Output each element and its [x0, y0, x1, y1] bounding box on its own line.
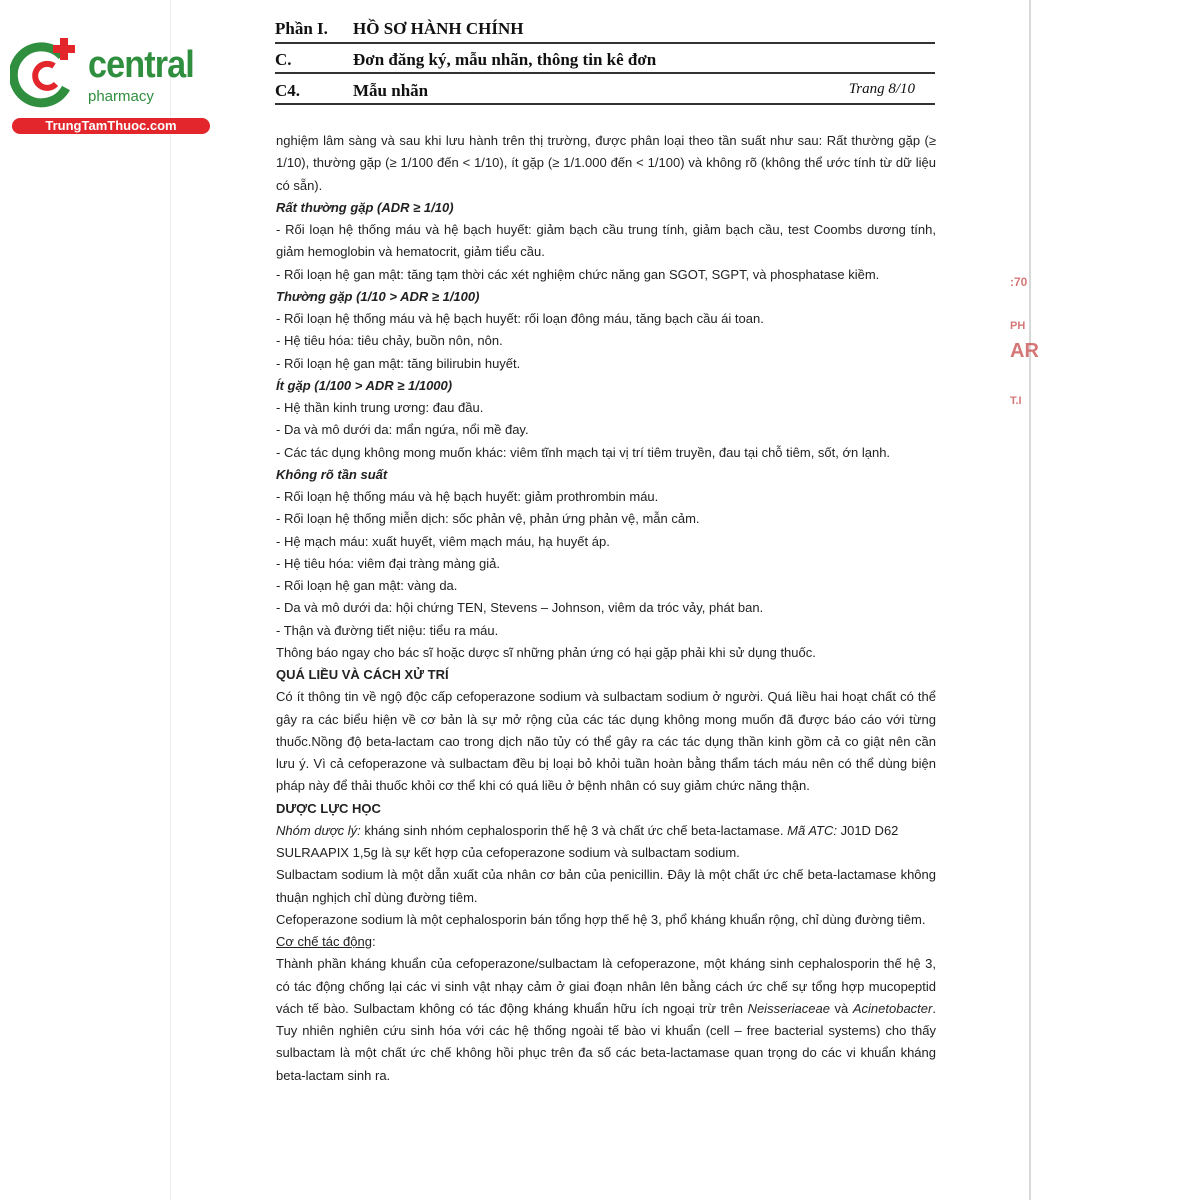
stamp-fragment: PH	[1010, 320, 1026, 332]
paragraph	[276, 686, 936, 797]
text-segment: Cefoperazone sodium là một cephalosporin bán tổng hợp thế hệ 3, phổ kháng khuẩn rộng, chỉ dùng đường tiêm.	[276, 911, 926, 927]
section-heading	[276, 664, 936, 686]
text-segment: . Tuy nhiên nghiên cứu sinh hóa với các hệ thống ngoài tế bào vi khuẩn (cell – free bacterial systems) cho thấy sulbactam là một chất ức chế không hồi phục trên đa số các beta-lactamase quan trọng do các vi khuẩn kháng beta-lactam sinh ra.	[276, 1000, 936, 1083]
text-segment: - Rối loạn hệ gan mật: vàng da.	[276, 578, 458, 593]
paragraph	[276, 864, 936, 909]
text-segment: và	[829, 1000, 853, 1016]
paragraph	[276, 130, 936, 197]
central-pharmacy-logo	[10, 38, 215, 138]
text-segment: - Rối loạn hệ thống miễn dịch: sốc phản vệ, phản ứng phản vệ, mẫn cảm.	[276, 511, 700, 527]
text-segment: - Rối loạn hệ thống máu và hệ bạch huyết: giảm bạch cầu trung tính, giảm bạch cầu, test Coombs dương tính, giảm hemoglobin và hematocrit, giảm tiểu cầu.	[276, 222, 936, 260]
text-segment: Sulbactam sodium là một dẫn xuất của nhân cơ bản của penicillin. Đây là một chất ức chế beta-lactamase không thuận nghịch chỉ dùng đường tiêm.	[276, 867, 936, 905]
text-segment: - Rối loạn hệ gan mật: tăng tạm thời các xét nghiệm chức năng gan SGOT, SGPT, và phosphatase kiềm.	[276, 266, 880, 282]
subsection-title: Mẫu nhãn	[353, 81, 429, 100]
part-code: Phần I.	[275, 19, 328, 38]
paragraph	[276, 508, 936, 530]
divider	[275, 42, 935, 44]
text-segment: Rất thường gặp (ADR ≥ 1/10)	[276, 199, 454, 215]
text-segment: Acinetobacter	[852, 1000, 933, 1016]
text-segment: Thông báo ngay cho bác sĩ hoặc dược sĩ những phản ứng có hại gặp phải khi sử dụng thuốc.	[276, 644, 816, 660]
text-segment: J01D D62	[836, 822, 899, 838]
subsection-code: C4.	[275, 81, 301, 100]
text-segment: DƯỢC LỰC HỌC	[276, 800, 381, 816]
text-segment: - Da và mô dưới da: mẩn ngứa, nổi mề đay.	[276, 422, 529, 438]
stamp-fragment: T.I	[1010, 395, 1022, 407]
text-segment: - Hệ tiêu hóa: tiêu chảy, buồn nôn, nôn.	[276, 333, 503, 349]
text-segment: Neisseriaceae	[747, 1000, 830, 1016]
divider	[275, 72, 935, 74]
text-segment: Có ít thông tin về ngộ độc cấp cefoperazone sodium và sulbactam sodium ở người. Quá liều hai hoạt chất có thể gây ra các biểu hiện về cơ bản là sự mở rộng của các tác dụng không mong muốn đã được báo cáo với từng thuốc.Nồng độ beta-lactam cao trong dịch não tủy có thể gây ra các tác dụng thần kinh gồm cả co giật nên cần lưu ý. Vì cả cefoperazone và sulbactam đều bị loại bỏ khỏi tuần hoàn bằng thẩm tách máu nên có thể dùng biện pháp này để thải thuốc khỏi cơ thể khi có quá liều ở bệnh nhân có suy giảm chức năng thận.	[276, 689, 936, 794]
paragraph	[276, 597, 936, 619]
text-segment: - Hệ thần kinh trung ương: đau đầu.	[276, 400, 484, 415]
text-segment: SULRAAPIX 1,5g là sự kết hợp của cefoperazone sodium và sulbactam sodium.	[276, 845, 740, 860]
logo-subtitle: pharmacy	[88, 88, 154, 105]
page-number: Trang 8/10	[848, 81, 915, 97]
paragraph	[276, 531, 936, 553]
section-code: C.	[275, 50, 292, 69]
text-segment: Mã ATC:	[787, 822, 837, 838]
paragraph	[276, 842, 936, 864]
section-title: Đơn đăng ký, mẫu nhãn, thông tin kê đơn	[353, 50, 657, 69]
text-segment: - Hệ tiêu hóa: viêm đại tràng màng giả.	[276, 555, 501, 571]
text-segment: - Các tác dụng không mong muốn khác: viêm tĩnh mạch tại vị trí tiêm truyền, đau tại chỗ tiêm, sốt, ớn lạnh.	[276, 444, 891, 460]
text-segment: - Rối loạn hệ gan mật: tăng bilirubin huyết.	[276, 355, 521, 371]
paragraph	[276, 397, 936, 419]
paragraph	[276, 620, 936, 642]
text-segment: QUÁ LIỀU VÀ CÁCH XỬ TRÍ	[276, 667, 449, 682]
text-segment: :	[371, 934, 376, 949]
paragraph	[276, 931, 936, 953]
paragraph	[276, 219, 936, 264]
paragraph	[276, 909, 936, 931]
paragraph	[276, 642, 936, 664]
paragraph	[276, 575, 936, 597]
section-heading	[276, 464, 936, 486]
part-title: HỒ SƠ HÀNH CHÍNH	[353, 19, 524, 38]
document-body	[276, 130, 936, 1087]
paragraph	[276, 553, 936, 575]
logo-site-badge: TrungTamThuoc.com	[12, 118, 210, 134]
paragraph	[276, 353, 936, 375]
paragraph	[276, 330, 936, 352]
paragraph	[276, 486, 936, 508]
section-heading	[276, 286, 936, 308]
logo-c-cross-icon	[10, 38, 82, 110]
text-segment: - Hệ mạch máu: xuất huyết, viêm mạch máu, hạ huyết áp.	[276, 533, 610, 549]
paragraph	[276, 820, 936, 842]
text-segment: - Rối loạn hệ thống máu và hệ bạch huyết: rối loạn đông máu, tăng bạch cầu ái toan.	[276, 311, 764, 326]
text-segment: - Thận và đường tiết niệu: tiểu ra máu.	[276, 622, 499, 638]
text-segment: Nhóm dược lý:	[276, 822, 361, 838]
text-segment: - Rối loạn hệ thống máu và hệ bạch huyết: giảm prothrombin máu.	[276, 489, 659, 504]
section-heading	[276, 798, 936, 820]
scan-edge-left	[170, 0, 171, 1200]
paragraph	[276, 308, 936, 330]
scan-edge-right	[1029, 0, 1031, 1200]
paragraph	[276, 419, 936, 441]
text-segment: - Da và mô dưới da: hội chứng TEN, Stevens – Johnson, viêm da tróc vảy, phát ban.	[276, 600, 764, 616]
paragraph	[276, 264, 936, 286]
stamp-fragment: AR	[1010, 340, 1039, 362]
section-heading	[276, 197, 936, 219]
divider	[275, 103, 935, 105]
stamp-fragment: :70	[1010, 275, 1028, 289]
text-segment: kháng sinh nhóm cephalosporin thế hệ 3 và chất ức chế beta-lactamase.	[360, 822, 788, 838]
text-segment: Thành phần kháng khuẩn của cefoperazone/sulbactam là cefoperazone, một kháng sinh cephalosporin thế hệ 3, có tác động chống lại các vi sinh vật nhạy cảm ở giai đoạn nhân lên bằng cách ức chế sự tổng hợp mucopeptid vách tế bào. Sulbactam không có tác động kháng khuẩn hữu ích ngoại trừ trên	[276, 956, 936, 1016]
logo-brand: central	[88, 44, 194, 86]
paragraph	[276, 953, 936, 1087]
paragraph	[276, 442, 936, 464]
text-segment: Cơ chế tác động	[276, 934, 372, 949]
text-segment: nghiệm lâm sàng và sau khi lưu hành trên thị trường, được phân loại theo tần suất như sau: Rất thường gặp (≥ 1/10), thường gặp (≥ 1/100 đến < 1/10), ít gặp (≥ 1/1.000 đến < 1/100) và không rõ (không thể ước tính từ dữ liệu có sẵn).	[276, 133, 936, 193]
text-segment: Thường gặp (1/10 > ADR ≥ 1/100)	[276, 288, 480, 304]
text-segment: Không rõ tần suất	[276, 466, 388, 482]
text-segment: Ít gặp (1/100 > ADR ≥ 1/1000)	[276, 377, 453, 393]
section-heading	[276, 375, 936, 397]
